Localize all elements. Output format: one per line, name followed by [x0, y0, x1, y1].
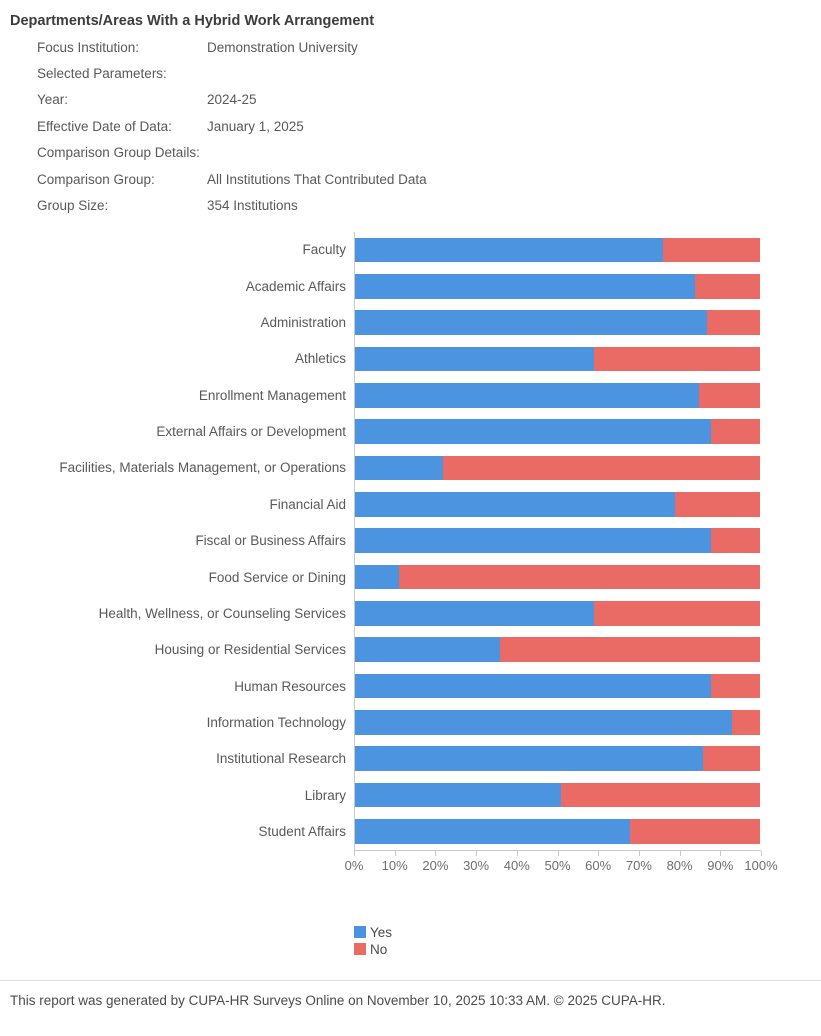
category-label: Information Technology	[206, 714, 346, 730]
chart-row	[0, 595, 821, 631]
bar-segment-yes	[354, 528, 711, 553]
chart-row	[0, 268, 821, 304]
tick-label: 20%	[422, 857, 449, 873]
chart-row	[0, 304, 821, 340]
bar-track	[354, 383, 760, 408]
legend-item-no	[354, 941, 821, 958]
bar-track	[354, 310, 760, 335]
bar-track	[354, 274, 760, 299]
category-label: Fiscal or Business Affairs	[195, 533, 346, 549]
tick-mark	[558, 851, 559, 856]
bar-segment-yes	[354, 492, 675, 517]
bar-track	[354, 637, 760, 662]
tick-mark	[395, 851, 396, 856]
meta-label: Comparison Group:	[37, 171, 155, 187]
bar-track	[354, 492, 760, 517]
chart-row	[0, 522, 821, 558]
chart-row	[0, 377, 821, 413]
legend	[354, 924, 821, 958]
bar-track	[354, 419, 760, 444]
meta-value: January 1, 2025	[207, 118, 304, 134]
meta-row-effective-date	[37, 113, 821, 139]
category-label: Human Resources	[234, 678, 346, 694]
bar-segment-yes	[354, 601, 594, 626]
category-label: Library	[304, 787, 346, 803]
meta-row-year	[37, 87, 821, 113]
tick-label: 100%	[744, 857, 778, 873]
meta-value: All Institutions That Contributed Data	[207, 171, 427, 187]
meta-row-comparison-group	[37, 166, 821, 192]
bar-segment-yes	[354, 419, 711, 444]
bar-segment-yes	[354, 674, 711, 699]
category-label: Student Affairs	[258, 823, 346, 839]
tick-mark	[354, 851, 355, 856]
tick-label: 0%	[344, 857, 364, 873]
meta-label: Year:	[37, 92, 69, 108]
chart-row	[0, 559, 821, 595]
category-label: External Affairs or Development	[156, 424, 346, 440]
tick-mark	[598, 851, 599, 856]
legend-swatch-yes	[354, 926, 366, 938]
meta-value: 354 Institutions	[207, 198, 298, 214]
tick-label: 70%	[625, 857, 652, 873]
bar-segment-no	[443, 456, 760, 481]
chart-row	[0, 450, 821, 486]
meta-row-comparison-group-details	[37, 140, 821, 166]
bar-segment-no	[594, 347, 760, 372]
bar-segment-yes	[354, 783, 561, 808]
bar-segment-yes	[354, 565, 399, 590]
meta-value: Demonstration University	[207, 39, 358, 55]
bar-segment-no	[695, 274, 760, 299]
chart-rows	[0, 232, 821, 850]
tick-label: 90%	[707, 857, 734, 873]
tick-mark	[517, 851, 518, 856]
meta-label: Effective Date of Data:	[37, 118, 172, 134]
chart-row	[0, 668, 821, 704]
chart-row	[0, 813, 821, 849]
bar-segment-no	[707, 310, 760, 335]
bar-track	[354, 746, 760, 771]
bar-segment-yes	[354, 746, 703, 771]
tick-mark	[476, 851, 477, 856]
bar-segment-no	[399, 565, 760, 590]
bar-segment-yes	[354, 274, 695, 299]
chart-row	[0, 341, 821, 377]
tick-label: 10%	[381, 857, 408, 873]
bar-track	[354, 601, 760, 626]
report-parameters	[37, 34, 821, 219]
chart-row	[0, 413, 821, 449]
meta-label: Selected Parameters:	[37, 66, 167, 82]
bar-segment-no	[500, 637, 760, 662]
tick-mark	[680, 851, 681, 856]
legend-label: No	[370, 941, 388, 957]
bar-segment-no	[711, 674, 760, 699]
category-label: Enrollment Management	[198, 387, 346, 403]
bar-segment-no	[699, 383, 760, 408]
tick-mark	[639, 851, 640, 856]
bar-segment-no	[594, 601, 760, 626]
footer-text: This report was generated by CUPA-HR Surveys Online on November 10, 2025 10:33 AM. © 2025 CUPA-HR.	[10, 993, 666, 1008]
bar-track	[354, 456, 760, 481]
chart-row	[0, 486, 821, 522]
bar-segment-no	[711, 419, 760, 444]
bar-track	[354, 674, 760, 699]
bar-segment-no	[732, 710, 760, 735]
meta-label: Comparison Group Details:	[37, 145, 200, 161]
tick-label: 50%	[544, 857, 571, 873]
meta-row-selected-parameters	[37, 60, 821, 86]
category-label: Institutional Research	[216, 751, 346, 767]
bar-track	[354, 565, 760, 590]
category-label: Faculty	[302, 242, 346, 258]
bar-track	[354, 819, 760, 844]
bar-segment-yes	[354, 238, 663, 263]
category-label: Food Service or Dining	[208, 569, 346, 585]
tick-mark	[720, 851, 721, 856]
tick-mark	[435, 851, 436, 856]
bar-segment-yes	[354, 456, 443, 481]
bar-segment-no	[675, 492, 760, 517]
x-axis	[344, 850, 778, 880]
meta-row-group-size	[37, 192, 821, 218]
bar-segment-no	[711, 528, 760, 553]
chart-row	[0, 632, 821, 668]
meta-label: Focus Institution:	[37, 39, 140, 55]
bar-track	[354, 710, 760, 735]
bar-track	[354, 783, 760, 808]
category-label: Administration	[260, 315, 346, 331]
tick-label: 60%	[585, 857, 612, 873]
bar-segment-yes	[354, 347, 594, 372]
chart-row	[0, 741, 821, 777]
bar-track	[354, 238, 760, 263]
category-label: Health, Wellness, or Counseling Services	[98, 605, 346, 621]
bar-track	[354, 347, 760, 372]
bar-segment-yes	[354, 310, 707, 335]
bar-segment-yes	[354, 819, 630, 844]
meta-row-focus-institution	[37, 34, 821, 60]
stacked-bar-chart	[0, 232, 821, 958]
tick-label: 30%	[463, 857, 490, 873]
tick-mark	[761, 851, 762, 856]
category-label: Housing or Residential Services	[154, 642, 346, 658]
category-label: Financial Aid	[269, 496, 346, 512]
bar-segment-yes	[354, 637, 500, 662]
bar-segment-no	[663, 238, 760, 263]
tick-label: 40%	[503, 857, 530, 873]
chart-row	[0, 777, 821, 813]
meta-value: 2024-25	[207, 92, 257, 108]
legend-item-yes	[354, 924, 821, 941]
bar-segment-no	[703, 746, 760, 771]
meta-label: Group Size:	[37, 198, 109, 214]
bar-segment-yes	[354, 383, 699, 408]
category-label: Facilities, Materials Management, or Operations	[59, 460, 346, 476]
page-title: Departments/Areas With a Hybrid Work Arrangement	[10, 13, 375, 29]
report-footer	[0, 980, 821, 1008]
bar-track	[354, 528, 760, 553]
bar-segment-yes	[354, 710, 732, 735]
y-axis-line	[354, 232, 355, 850]
legend-label: Yes	[370, 924, 393, 940]
legend-swatch-no	[354, 943, 366, 955]
bar-segment-no	[561, 783, 760, 808]
bar-segment-no	[630, 819, 760, 844]
category-label: Athletics	[294, 351, 346, 367]
tick-label: 80%	[666, 857, 693, 873]
chart-row	[0, 232, 821, 268]
category-label: Academic Affairs	[245, 278, 346, 294]
chart-row	[0, 704, 821, 740]
